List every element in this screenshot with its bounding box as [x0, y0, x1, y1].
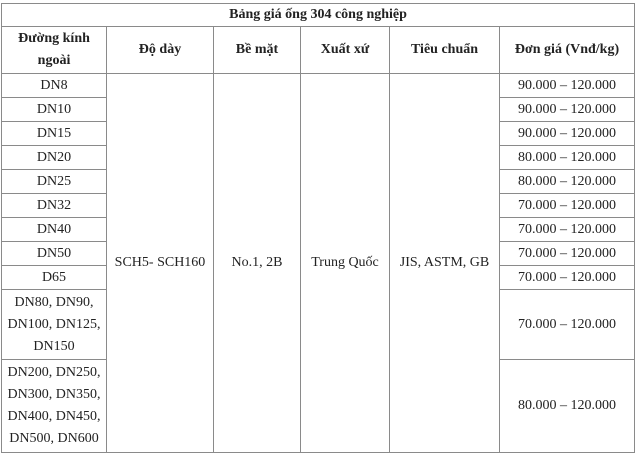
origin-cell: Trung Quốc	[301, 74, 390, 453]
price-cell: 90.000 – 120.000	[500, 98, 635, 122]
diameter-cell: DN15	[2, 122, 107, 146]
header-surface: Bề mặt	[214, 27, 301, 74]
diameter-cell: DN8	[2, 74, 107, 98]
diameter-cell: DN20	[2, 146, 107, 170]
price-cell: 80.000 – 120.000	[500, 360, 635, 453]
header-thickness: Độ dày	[107, 27, 214, 74]
standard-cell: JIS, ASTM, GB	[390, 74, 500, 453]
diameter-cell: DN25	[2, 170, 107, 194]
diameter-cell: DN10	[2, 98, 107, 122]
table-title: Bảng giá ống 304 công nghiệp	[2, 4, 635, 27]
price-cell: 70.000 – 120.000	[500, 218, 635, 242]
diameter-cell: D65	[2, 266, 107, 290]
price-cell: 70.000 – 120.000	[500, 242, 635, 266]
price-cell: 70.000 – 120.000	[500, 194, 635, 218]
price-cell: 90.000 – 120.000	[500, 122, 635, 146]
price-cell: 80.000 – 120.000	[500, 146, 635, 170]
price-table	[1, 3, 635, 453]
price-cell: 70.000 – 120.000	[500, 290, 635, 360]
header-price: Đơn giá (Vnđ/kg)	[500, 27, 635, 74]
header-standard: Tiêu chuẩn	[390, 27, 500, 74]
price-cell: 70.000 – 120.000	[500, 266, 635, 290]
surface-cell: No.1, 2B	[214, 74, 301, 453]
thickness-cell: SCH5- SCH160	[107, 74, 214, 453]
header-diameter: Đường kính ngoài	[2, 27, 107, 74]
header-origin: Xuất xứ	[301, 27, 390, 74]
diameter-cell: DN40	[2, 218, 107, 242]
diameter-cell: DN80, DN90, DN100, DN125, DN150	[2, 290, 107, 360]
price-cell: 80.000 – 120.000	[500, 170, 635, 194]
price-cell: 90.000 – 120.000	[500, 74, 635, 98]
table-row	[2, 74, 635, 98]
diameter-cell: DN200, DN250, DN300, DN350, DN400, DN450, DN500, DN600	[2, 360, 107, 453]
diameter-cell: DN50	[2, 242, 107, 266]
diameter-cell: DN32	[2, 194, 107, 218]
